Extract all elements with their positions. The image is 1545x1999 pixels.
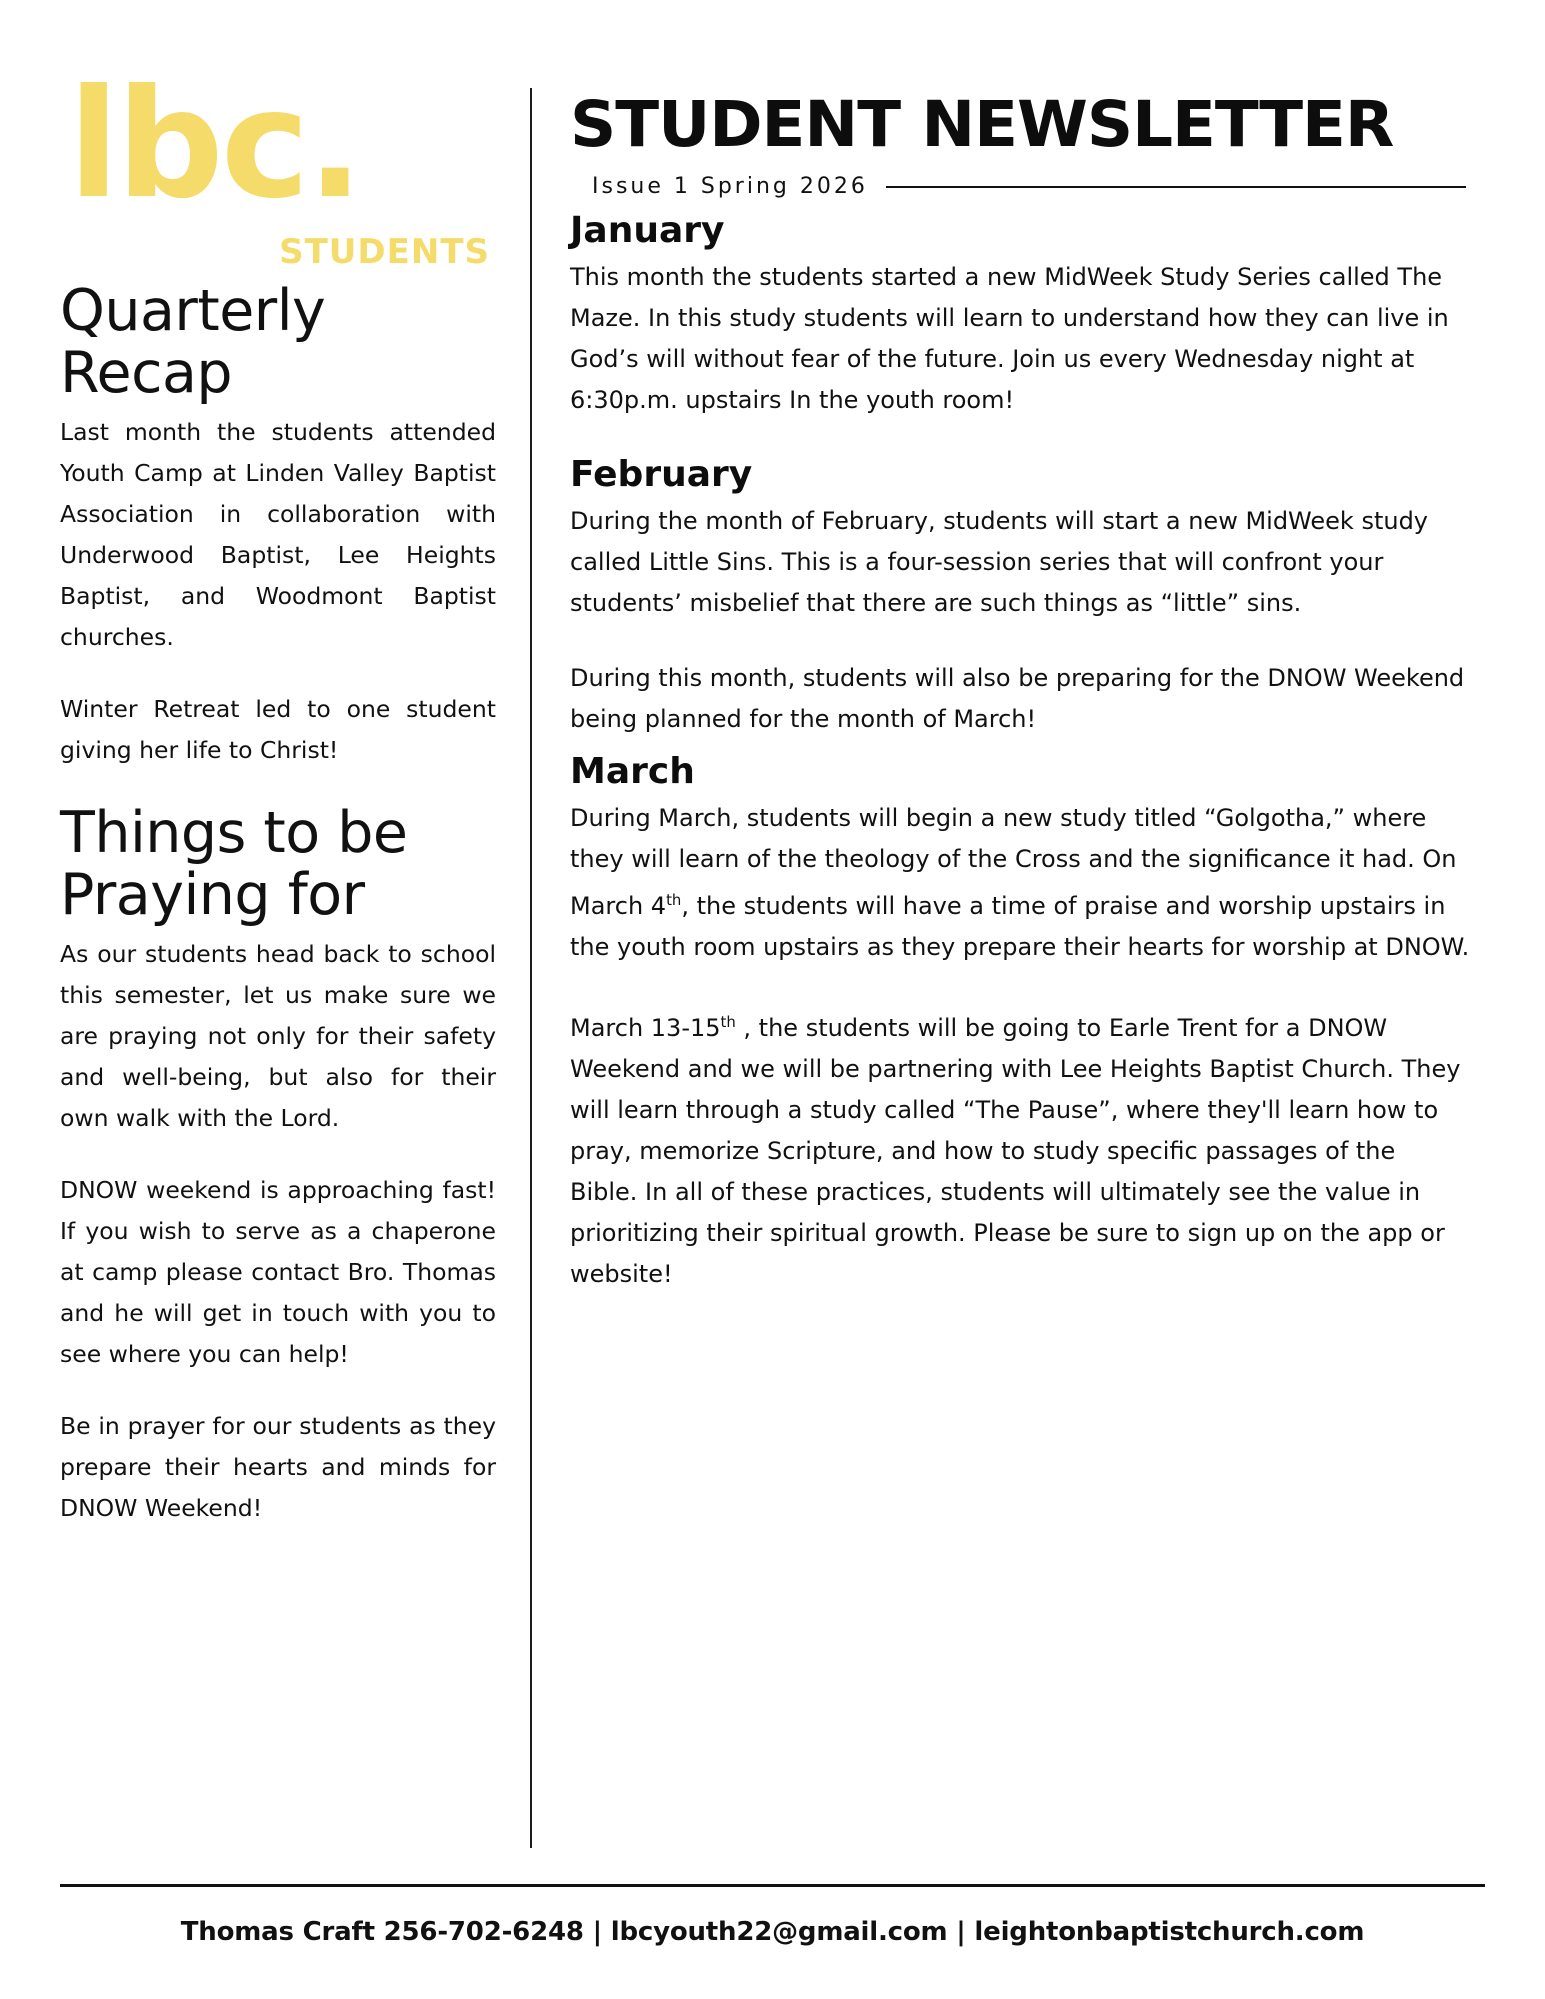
left-column <box>60 58 530 1529</box>
quarterly-recap-paragraph-2: Winter Retreat led to one student giving her life to Christ! <box>60 695 496 764</box>
praying-for-paragraph-1: As our students head back to school this semester, let us make sure we are praying not only for their safety and well-being, but also for their own walk with the Lord. <box>60 940 496 1132</box>
march-paragraph-2-ordinal: th <box>720 1013 736 1031</box>
march-paragraph-2 <box>570 1002 1470 1295</box>
january-paragraph: This month the students started a new MidWeek Study Series called The Maze. In this study students will learn to understand how they can live in God’s will without fear of the future. Join us every Wednesday night at 6:30p.m. upstairs In the youth room! <box>570 263 1449 414</box>
issue-label: Issue 1 Spring 2026 <box>592 174 868 199</box>
newsletter-columns <box>60 58 1470 1860</box>
january-heading: January <box>570 210 725 251</box>
praying-for-heading <box>60 802 496 926</box>
praying-for-paragraph-3: Be in prayer for our students as they prepare their hearts and minds for DNOW Weekend! <box>60 1412 496 1522</box>
right-column <box>532 70 1470 1301</box>
march-paragraph-1-part2: , the students will have a time of praise and worship upstairs in the youth room upstairs as they prepare their hearts for worship at DNOW. <box>570 892 1470 961</box>
footer-divider <box>60 1884 1485 1887</box>
march-heading: March <box>570 751 695 792</box>
praying-for-paragraph-2: DNOW weekend is approaching fast! If you wish to serve as a chaperone at camp please contact Bro. Thomas and he will get in touch with you to see where you can help! <box>60 1176 496 1368</box>
issue-line <box>570 174 1470 199</box>
quarterly-recap-heading-line1: Quarterly <box>60 278 326 344</box>
logo <box>60 58 496 280</box>
quarterly-recap-paragraph-1: Last month the students attended Youth Camp at Linden Valley Baptist Association in collaboration with Underwood Baptist, Lee Heights Baptist, and Woodmont Baptist churches. <box>60 418 496 651</box>
march-paragraph-1-ordinal: th <box>666 891 682 909</box>
newsletter-title: STUDENT NEWSLETTER <box>570 88 1394 161</box>
praying-for-heading-line2: Praying for <box>60 862 365 928</box>
march-paragraph-2-part2: , the students will be going to Earle Trent for a DNOW Weekend and we will be partnering with Lee Heights Baptist Church. They will learn through a study called “The Pause”, where they'll learn how to pray, memorize Scripture, and how to study specific passages of the Bible. In all of these practices, students will ultimately see the value in prioritizing their spiritual growth. Please be sure to sign up on the app or website! <box>570 1014 1461 1288</box>
quarterly-recap-heading <box>60 280 496 404</box>
logo-wordmark: lbc. <box>68 58 361 232</box>
quarterly-recap-heading-line2: Recap <box>60 340 233 406</box>
footer-contact: Thomas Craft 256-702-6248 | lbcyouth22@gmail.com | leightonbaptistchurch.com <box>180 1917 1365 1947</box>
march-paragraph-1-part1: During March, students will begin a new study titled “Golgotha,” where they will learn of the theology of the Cross and the significance it had. On March 4 <box>570 804 1457 920</box>
march-paragraph-2-part1: March 13-15 <box>570 1014 721 1042</box>
march-paragraph-1 <box>570 798 1470 968</box>
issue-rule <box>886 186 1466 188</box>
praying-for-heading-line1: Things to be <box>60 800 408 866</box>
logo-subtitle: STUDENTS <box>279 232 490 272</box>
february-paragraph-1: During the month of February, students will start a new MidWeek study called Little Sins. This is a four-session series that will confront your students’ misbelief that there are such things as “little” sins. <box>570 507 1428 617</box>
february-paragraph-2: During this month, students will also be preparing for the DNOW Weekend being planned for the month of March! <box>570 664 1465 733</box>
february-heading: February <box>570 454 753 495</box>
